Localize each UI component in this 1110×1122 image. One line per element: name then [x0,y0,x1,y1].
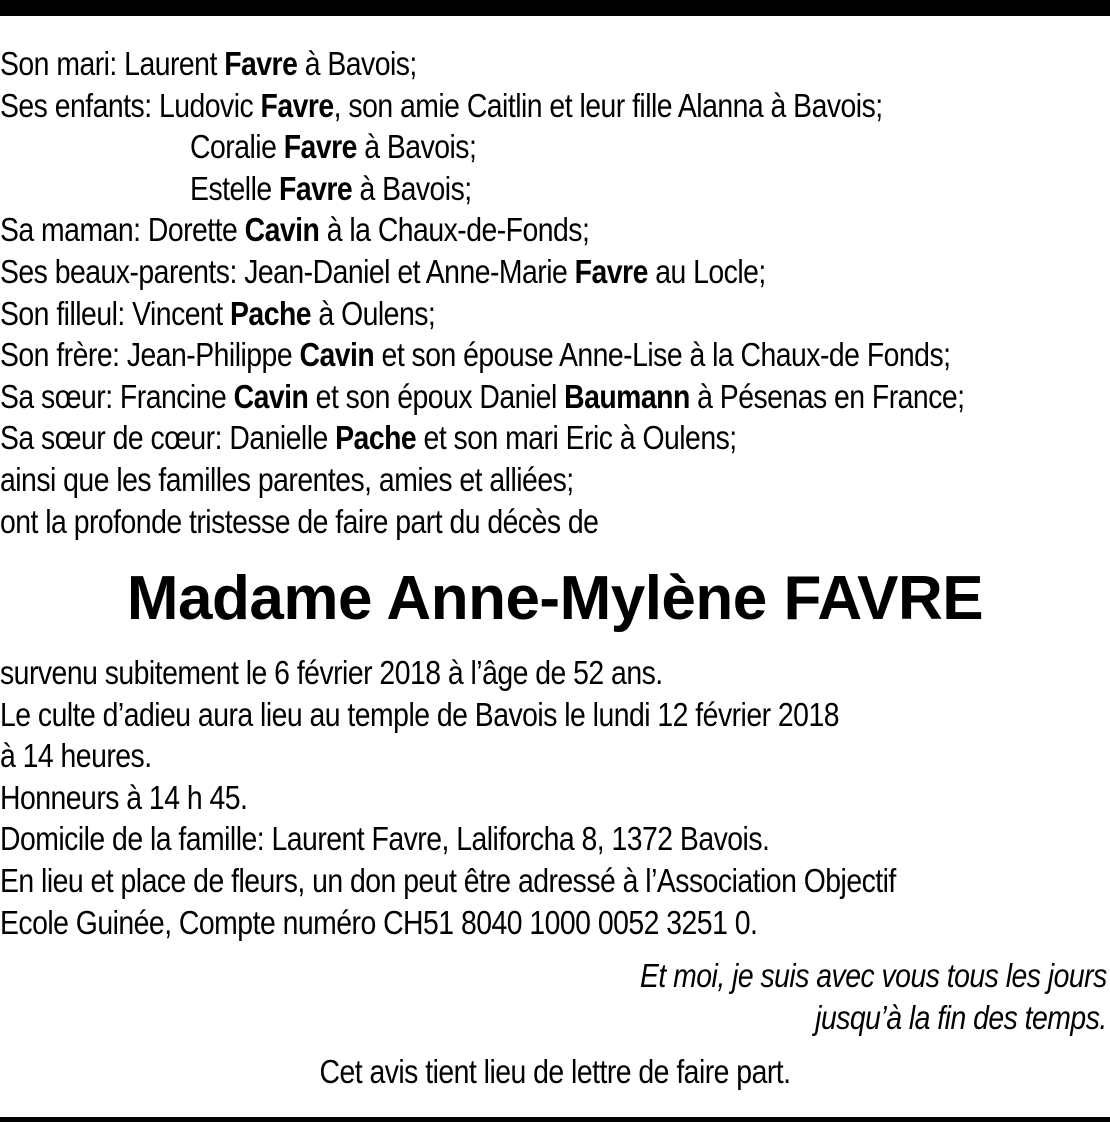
detail-line: à 14 heures. [0,737,152,775]
family-line: Son filleul: Vincent Pache à Oulens; [0,294,436,332]
family-line: Son mari: Laurent Favre à Bavois; [0,45,417,82]
family-line: Son frère: Jean-Philippe Cavin et son épouse Anne-Lise à la Chaux-de Fonds; [0,336,951,374]
top-rule [0,0,1110,16]
detail-line: survenu subitement le 6 février 2018 à l’âge de 52 ans. [0,654,663,691]
detail-line: Honneurs à 14 h 45. [0,778,248,816]
family-line: Ses beaux-parents: Jean-Daniel et Anne-Marie Favre au Locle; [0,252,766,290]
family-line: Sa sœur: Francine Cavin et son époux Daniel Baumann à Pésenas en France; [0,377,965,415]
family-line: Ses enfants: Ludovic Favre, son amie Caitlin et leur fille Alanna à Bavois; [0,86,883,124]
detail-line: Domicile de la famille: Laurent Favre, Laliforcha 8, 1372 Bavois. [0,820,770,858]
family-line: ainsi que les familles parentes, amies et alliées; [0,460,574,498]
detail-line: Le culte d’adieu aura lieu au temple de Bavois le lundi 12 février 2018 [0,695,839,733]
detail-line: En lieu et place de fleurs, un don peut être adressé à l’Association Objectif [0,861,896,899]
family-line: Sa maman: Dorette Cavin à la Chaux-de-Fonds; [0,211,590,249]
family-line: Sa sœur de cœur: Danielle Pache et son mari Eric à Oulens; [0,419,737,457]
quote [640,955,1107,1039]
bottom-rule [0,1117,1110,1122]
family-line: Estelle Favre à Bavois; [190,169,472,207]
detail-line: Ecole Guinée, Compte numéro CH51 8040 1000 0052 3251 0. [0,903,758,941]
announcement-line: ont la profonde tristesse de faire part du décès de [0,502,599,540]
closing-note: Cet avis tient lieu de lettre de faire part. [319,1053,791,1090]
deceased-name: Madame Anne-Mylène FAVRE [126,564,984,633]
quote-line: Et moi, je suis avec vous tous les jours [640,957,1107,994]
quote-line: jusqu’à la fin des temps. [815,999,1107,1036]
details-block [0,652,955,943]
family-line: Coralie Favre à Bavois; [190,128,477,166]
family-list [0,43,965,542]
